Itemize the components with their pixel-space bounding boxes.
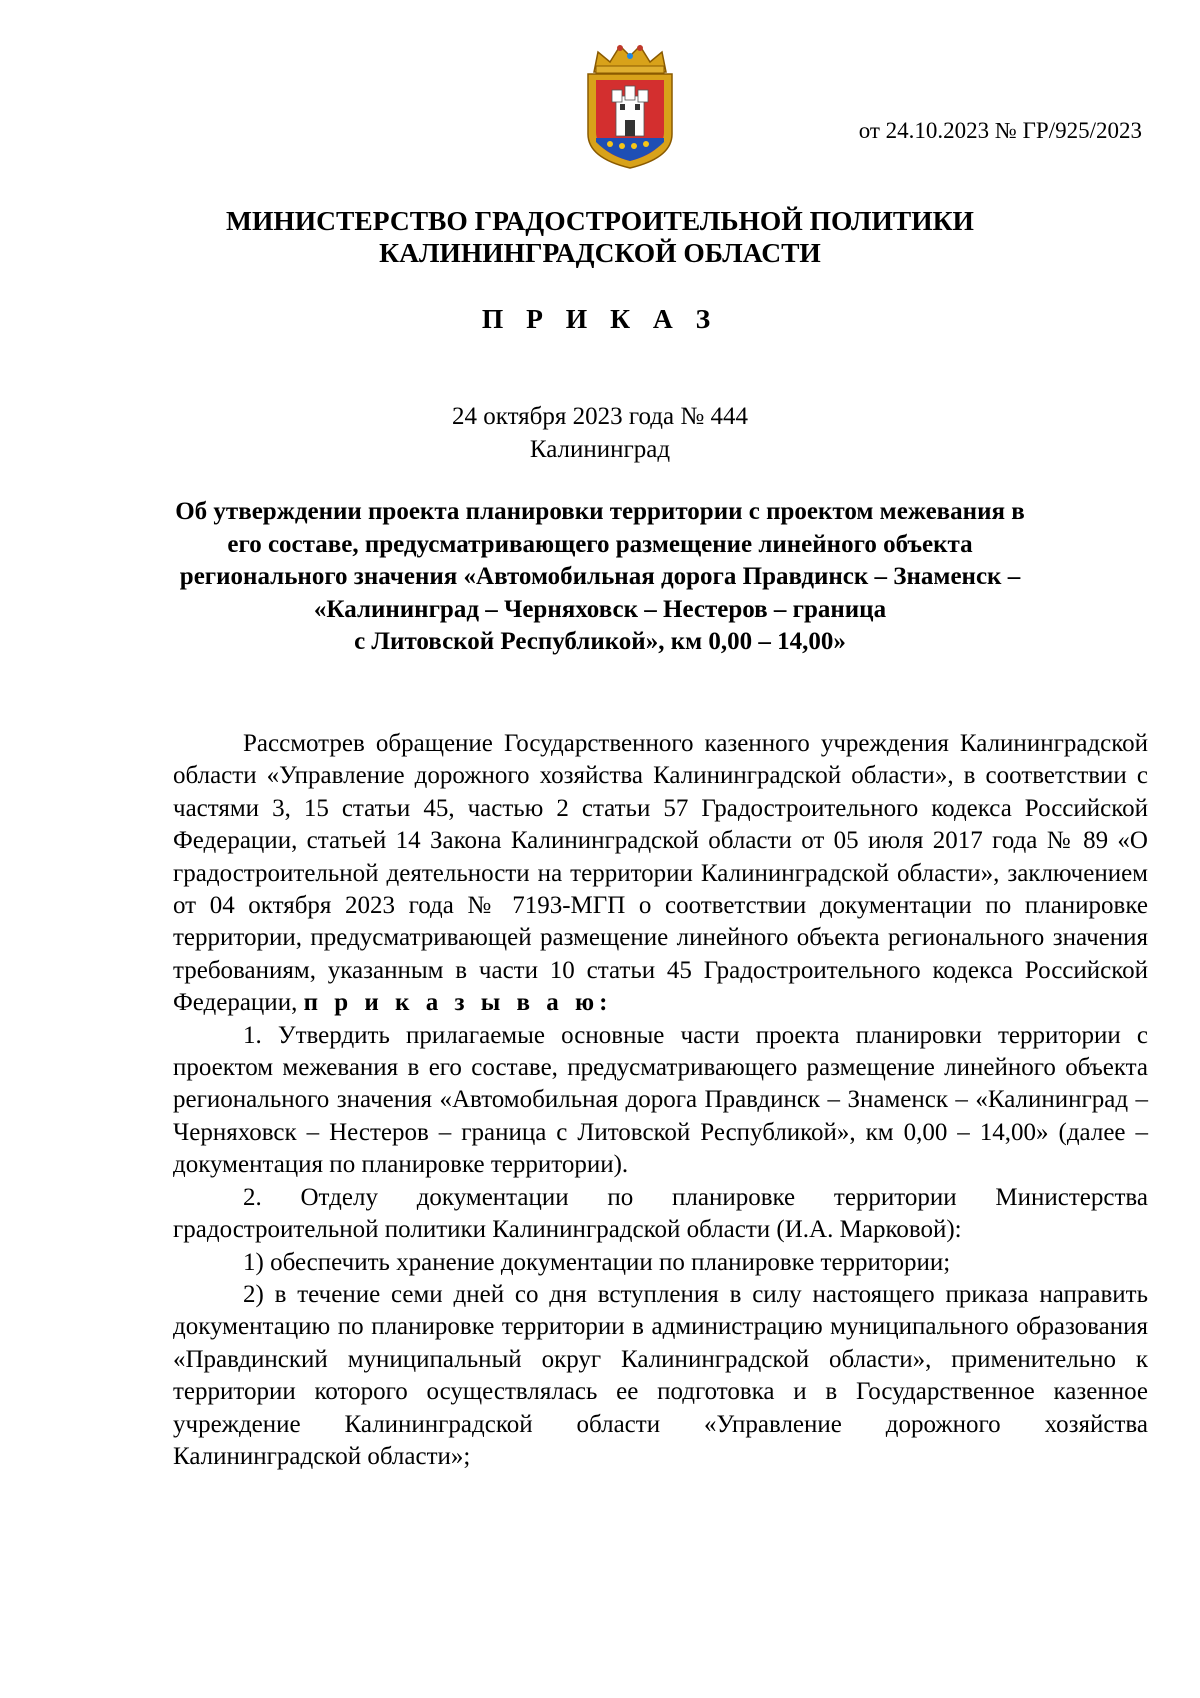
kaliningrad-coat-of-arms-icon	[580, 42, 680, 170]
date-block	[100, 400, 1100, 466]
subject-title	[100, 496, 1100, 659]
order-word: п р и к а з ы в а ю:	[303, 989, 613, 1017]
document-body	[173, 728, 1148, 1473]
ministry-title-line: МИНИСТЕРСТВО ГРАДОСТРОИТЕЛЬНОЙ ПОЛИТИКИ	[226, 205, 974, 236]
item-2-2: 2) в течение семи дней со дня вступления в силу настоящего приказа направить документацию по планировке территории в администрацию муниципального образования «Правдинский муниципальный округ Калининградской области», применительно к территории которого осуществлялась ее подготовка и в Государственное казенное учреждение Калининградской области «Управление дорожного хозяйства Калининградской области»;	[173, 1280, 1148, 1470]
subject-line: «Калининград – Черняховск – Нестеров – граница	[313, 595, 887, 623]
preamble-text: Рассмотрев обращение Государственного казенного учреждения Калининградской области «Управление дорожного хозяйства Калининградской области», в соответствии с частями 3, 15 статьи 45, частью 2 статьи 57 Градостроительного кодекса Российской Федерации, статьей 14 Закона Калининградской области от 05 июля 2017 года № 89 «О градостроительной деятельности на территории Калининградской области», заключением от 04 октября 2023 года № 7193-МГП о соответствии документации по планировке территории, предусматривающей размещение линейного объекта регионального значения требованиям, указанным в части 10 статьи 45 Градостроительного кодекса Российской Федерации,	[173, 730, 1148, 1017]
subject-line: его составе, предусматривающего размещение линейного объекта	[227, 530, 973, 558]
date-number: 24 октября 2023 года № 444	[452, 403, 748, 430]
item-1: 1. Утвердить прилагаемые основные части проекта планировки территории с проектом межевания в его составе, предусматривающего размещение линейного объекта регионального значения «Автомобильная дорога Правдинск – Знаменск – «Калининград – Черняховск – Нестеров – граница с Литовской Республикой», км 0,00 – 14,00» (далее – документация по планировке территории).	[173, 1021, 1148, 1179]
subject-line: с Литовской Республикой», км 0,00 – 14,00»	[354, 628, 846, 655]
subject-line: регионального значения «Автомобильная дорога Правдинск – Знаменск –	[179, 563, 1021, 590]
city: Калининград	[529, 436, 671, 463]
document-type: П Р И К А З	[481, 303, 719, 334]
ministry-title-line: КАЛИНИНГРАДСКОЙ ОБЛАСТИ	[379, 237, 821, 268]
preamble-paragraph	[173, 728, 1148, 1020]
subject-line: Об утверждении проекта планировки территории с проектом межевания в	[175, 498, 1025, 525]
registration-number: от 24.10.2023 № ГР/925/2023	[858, 118, 1142, 143]
ministry-title	[100, 205, 1100, 269]
item-2: 2. Отделу документации по планировке территории Министерства градостроительной политики Калининградской области (И.А. Марковой):	[173, 1183, 1148, 1244]
item-2-1: 1) обеспечить хранение документации по планировке территории;	[243, 1248, 951, 1276]
